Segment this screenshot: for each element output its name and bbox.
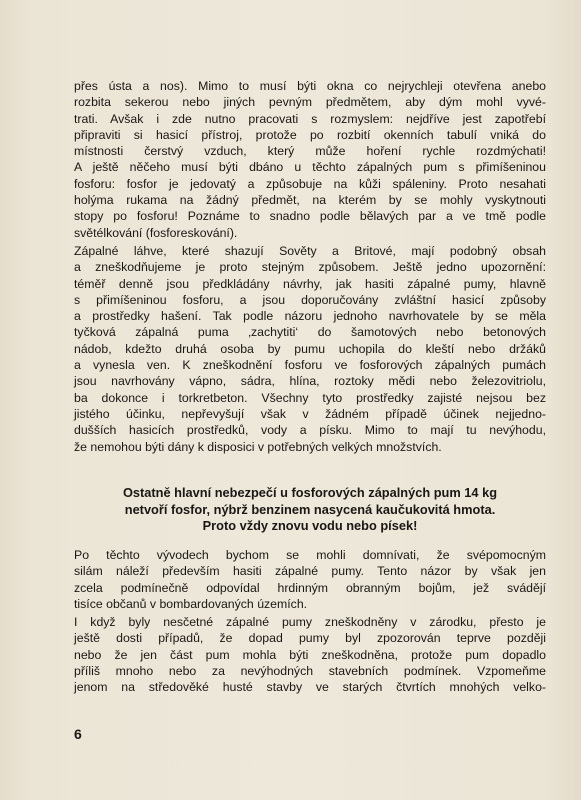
top-text-block <box>74 78 546 455</box>
text-line: ještě dosti případů, že dopad pumy byl zpozorován teprve později <box>74 631 546 646</box>
paragraph-3 <box>74 547 546 612</box>
text-line: silám náleží především hasiti zápalné pumy. Tento názor by však jen <box>74 564 546 579</box>
paragraph-4 <box>74 614 546 695</box>
text-line: Zápalné láhve, které shazují Sověty a Britové, mají podobný obsah <box>74 243 546 258</box>
text-line: a vynesla ven. K zneškodnění fosforu ve fosforových zápalných pumách <box>74 358 546 373</box>
text-line: ba dokonce i torkretbeton. Všechny tyto prostředky zajisté nejsou bez <box>74 390 546 405</box>
bottom-text-block <box>74 547 546 696</box>
paragraph-2 <box>74 243 546 455</box>
emphasis-headline <box>88 485 532 535</box>
headline-line: netvoří fosfor, nýbrž benzinem nasycená kaučukovitá hmota. <box>124 501 496 517</box>
text-line: přes ústa a nos). Mimo to musí býti okna co nejrychleji otevřena anebo <box>74 79 546 93</box>
paragraph-1 <box>74 78 546 241</box>
headline-line: Ostatně hlavní nebezpečí u fosforových zápalných pum 14 kg <box>122 485 498 500</box>
text-line: světélkování (fosforeskování). <box>74 225 238 240</box>
text-line: rozbita sekerou nebo jiných pevným předmětem, aby dým mohl vyvé- <box>74 95 546 110</box>
text-line: jsou navrhovány vápno, sádra, hlína, roztoky mědi nebo železovitriolu, <box>74 374 546 389</box>
text-line: dušších hasicích prostředků, vody a písku. Mimo to mají tu nevýhodu, <box>74 423 546 438</box>
text-line: téměř denně jsou předkládány návrhy, jak hasiti zápalné pumy, hlavně <box>74 276 546 291</box>
text-line: že nemohou býti dány k disposici v potřebných velkých množstvích. <box>74 439 442 454</box>
text-line: I když byly nesčetné zápalné pumy zneškodněny v zárodku, přesto je <box>74 615 546 630</box>
text-line: zcela podmínečně odpovídal hrdinným obranným bojům, jež svádějí <box>74 580 546 595</box>
page-number: 6 <box>74 726 82 742</box>
text-line: tisíce občanů v bombardovaných územích. <box>74 596 308 611</box>
text-line: tyčková zápalná puma ‚zachytiti‘ do šamotových nebo betonových <box>74 325 546 340</box>
text-line: nebo že jen část pum mohla býti zneškodněna, protože pum dopadlo <box>74 647 546 662</box>
text-line: a prostředky hašení. Tak podle názoru jednoho navrhovatele by se měla <box>74 309 546 324</box>
text-line: A ještě něčeho musí býti dbáno u těchto zápalných pum s přimíšeninou <box>74 160 546 175</box>
text-line: nádob, kdežto druhá osoba by pumu uchopila do kleští nebo držáků <box>74 341 546 356</box>
text-line: místnosti čerstvý vzduch, který může hoření rychle rozdmýchati! <box>74 144 546 159</box>
text-line: jenom na středověké husté stavby ve starých čtvrtích mnohých velko- <box>74 680 546 695</box>
text-line: holýma rukama na žádný předmět, na kterém by se mohly vyskytnouti <box>74 193 546 208</box>
text-line: fosforu: fosfor je jedovatý a způsobuje na kůži spáleniny. Proto nesahati <box>74 176 546 191</box>
text-line: a zneškodňujeme je proto stejným způsobem. Ještě jedno upozornění: <box>74 260 546 275</box>
text-line: příliš mnoho nebo za nevýhodných stavebních podmínek. Vzpomeňme <box>74 664 546 679</box>
headline-line: Proto vždy znovu vodu nebo písek! <box>202 518 418 533</box>
text-line: připraviti si hasicí přístroj, protože po rozbití okenních tabulí vniká do <box>74 127 546 142</box>
text-line: jistého účinku, nepřevyšují však v žádném případě účinek nejjedno- <box>74 406 546 421</box>
text-line: stopy po fosforu! Poznáme to snadno podle bělavých par a ve tmě podle <box>74 209 546 224</box>
text-line: s přimíšeninou fosforu, a jsou doporučovány zvláštní hasicí způsoby <box>74 292 546 307</box>
text-line: trati. Avšak i zde nutno pracovati s rozmyslem: nejdříve jest zapotřebí <box>74 111 546 126</box>
text-line: Po těchto vývodech bychom se mohli domnívati, že svépomocným <box>74 548 546 562</box>
